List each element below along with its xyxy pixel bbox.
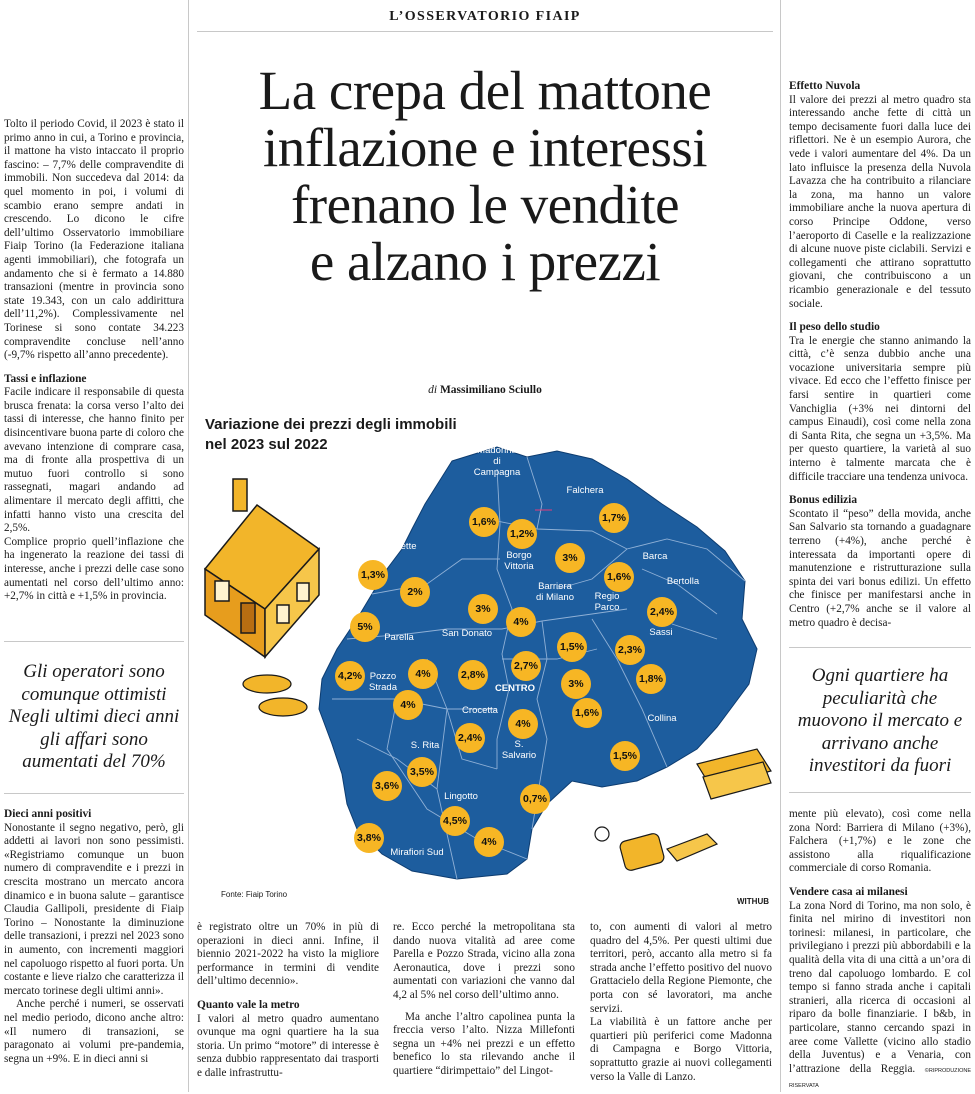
paragraph: La viabilità è un fattore anche per quartieri più periferici come Madonna di Campagna e Borgo Vittoria, soprattutto grazie ai nuovi collegamenti verso la Valle di Lanzo. xyxy=(590,1016,772,1083)
value-badge: 3,6% xyxy=(372,771,402,801)
value-badge: 2% xyxy=(400,577,430,607)
value-badge: 2,8% xyxy=(458,660,488,690)
pullquote-rule-bottom xyxy=(4,793,184,794)
kicker-rule xyxy=(197,31,773,32)
value-badge: 3% xyxy=(555,543,585,573)
label-line: Regio xyxy=(594,591,620,602)
headline xyxy=(192,62,778,290)
value-badge: 4% xyxy=(393,690,423,720)
paragraph: to, con aumenti di valori al metro quadro del 4,5%. Per questi ultimi due territori, però, accanto alla metro si fa strada anche l’effetto positivo del nuovo Grattacielo della Regione Piemonte, che porta con sé lavoratori, ma anche servizi. xyxy=(590,921,772,1015)
paragraph: Facile indicare il responsabile di questa brusca frenata: la corsa verso l’alto dei tassi di interesse, che hanno finito per disincentivare buona parte di coloro che avevano intenzione di comprare casa, ma di fronte alla prospettiva di un mutuo fuori controllo si sono rassegnati, magari andando ad alimentare il mercato degli affitti, che infatti hanno visto una crescita del 2,5%. xyxy=(4,386,184,535)
pullquote-left: Gli operatori sono comunque ottimisti Negli ultimi dieci anni gli affari sono aumentati del 70% xyxy=(8,661,180,772)
label-line: Barriera xyxy=(538,581,572,592)
left-column-bottom xyxy=(4,808,184,1066)
headline-line: inflazione e interessi xyxy=(262,117,708,178)
value-badge: 1,6% xyxy=(572,698,602,728)
middle-column-2 xyxy=(393,921,575,1079)
headline-line: La crepa del mattone xyxy=(258,60,712,121)
paragraph: Complice proprio quell’inflazione che ha ingenerato la reazione dei tassi di interesse, anche i prezzi delle case sono aumentati nel corso dell’ultimo anno: +2,7% in città e +1,5% in provincia. xyxy=(4,535,184,603)
label-collina: Collina xyxy=(647,713,677,724)
subheading: Il peso dello studio xyxy=(789,321,880,334)
map-title-line: Variazione dei prezzi degli immobili xyxy=(205,416,457,433)
paragraph xyxy=(789,900,971,1094)
label-bertolla: Bertolla xyxy=(666,576,700,587)
byline-prefix: di xyxy=(428,384,438,396)
headline-line: frenano le vendite xyxy=(290,174,680,235)
label-san-donato: San Donato xyxy=(441,628,493,639)
byline xyxy=(197,384,773,396)
value-badge: 4% xyxy=(506,607,536,637)
label-falchera: Falchera xyxy=(566,485,604,496)
middle-column-3 xyxy=(590,921,772,1084)
subheading: Dieci anni positivi xyxy=(4,808,92,820)
keys-illustration xyxy=(595,827,717,872)
value-badge: 3,5% xyxy=(407,757,437,787)
paragraph: Nonostante il segno negativo, però, gli addetti ai lavori non sono pessimisti. «Registriamo comunque un buon numero di compravendite e i prezzi in crescita mostrano un mercato ancora dinamico e in buona salute – garantisce Claudia Gallipoli, presidente di Fiaip Torino – Nonostante la diminuzione delle transazioni, i prezzi nel 2023 sono in aumento, con incrementi maggiori nel capoluogo rispetto al fuori porta. Un costante e lieve rialzo che caratterizza il mercato torinese degli ultimi anni». xyxy=(4,821,184,997)
subheading: Vendere casa ai milanesi xyxy=(789,885,908,898)
column-rule-left xyxy=(188,0,189,1092)
paragraph: Il valore dei prezzi al metro quadro sta interessando anche fette di città un tempo decisamente fuori dalla luce dei riflettori. Ne è un esempio Aurora, che vede i valori aumentare del 4%. Da un lato influisce la presenza della Nuvola Lavazza che ha contribuito a rilanciare la zona, ma hanno un valore immobiliare anche la nuova apertura di corso Principe Oddone, verso l’aeroporto di Caselle e la realizzazione di alcune nuove piste ciclabili. Servizi e collegamenti che attirano soprattutto giovani, che contribuiscono a un ricambio generazionale e del tessuto sociale. xyxy=(789,93,971,310)
label-line: Vittoria xyxy=(504,561,534,572)
paragraph: Anche perché i numeri, se osservati nel medio periodo, dicono anche altro: «Il numero di transazioni, se paragonato ai volumi pre-pandemia, segna un +9%. E in dieci anni si xyxy=(4,998,184,1065)
label-line: Campagna xyxy=(473,467,521,478)
value-badge: 0,7% xyxy=(520,784,550,814)
value-badge: 1,8% xyxy=(636,664,666,694)
value-badge: 2,3% xyxy=(615,635,645,665)
value-badge: 1,6% xyxy=(604,562,634,592)
label-vallette: Vallette xyxy=(385,541,417,552)
value-badge: 4,2% xyxy=(335,661,365,691)
label-line: Madonna xyxy=(477,445,517,456)
label-line: di xyxy=(493,456,501,467)
map-source: Fonte: Fiaip Torino xyxy=(221,890,288,899)
label-sassi: Sassi xyxy=(649,627,673,638)
label-barca: Barca xyxy=(642,551,668,562)
label-regio-parco xyxy=(595,591,620,613)
value-badge: 1,3% xyxy=(358,560,388,590)
value-badge: 2,7% xyxy=(511,651,541,681)
label-line: Pozzo xyxy=(369,671,397,682)
subheading: Quanto vale la metro xyxy=(197,998,300,1011)
value-badge: 3% xyxy=(468,594,498,624)
map-infographic xyxy=(197,409,773,912)
right-column-top xyxy=(789,80,971,630)
value-badge: 1,5% xyxy=(557,632,587,662)
label-barriera-di-milano xyxy=(536,581,574,603)
label-crocetta: Crocetta xyxy=(462,705,498,716)
kicker: L’OSSERVATORIO FIAIP xyxy=(389,9,581,24)
value-badge: 1,7% xyxy=(599,503,629,533)
value-badge: 4% xyxy=(508,709,538,739)
value-badge: 3,8% xyxy=(354,823,384,853)
paragraph: Ma anche l’altro capolinea punta la freccia verso l’alto. Nizza Millefonti segna un +4% nei prezzi e un effetto benefico lo sta rilevando anche il quartiere “dirimpettaio” del Lingot- xyxy=(393,1010,575,1077)
byline-author: Massimiliano Sciullo xyxy=(439,384,542,396)
label-parella: Parella xyxy=(384,632,414,643)
value-badge: 3% xyxy=(561,669,591,699)
map-title-line: nel 2023 sul 2022 xyxy=(205,436,328,453)
label-line: Strada xyxy=(369,682,397,693)
paragraph: I valori al metro quadro aumentano ovunque ma ogni quartiere ha la sua storia. Un primo “motore” di interesse è senza dubbio rappresentato dai trasporti e dalle infrastruttu- xyxy=(197,1012,379,1079)
paragraph: Scontato il “peso” della movida, anche San Salvario sta tornando a guadagnare terreno (+4%), anche perché è interessata da importanti opere di manutenzione e ristrutturazione sulla spinta dei vari bonus edilizi. Un effetto che finisce per manifestarsi anche in Centro (+2,7% anche se il valore al metro quadro è decisa- xyxy=(789,507,971,629)
house-illustration xyxy=(205,479,319,657)
label-mirafiori-sud: Mirafiori Sud xyxy=(390,847,444,858)
pullquote-rule-bottom xyxy=(789,792,971,793)
label-pozzo-strada xyxy=(369,671,397,693)
label-lingotto: Lingotto xyxy=(444,791,478,802)
label-s-salvario xyxy=(502,739,536,761)
paragraph-text: La zona Nord di Torino, ma non solo, è finita nel mirino di investitori non torinesi: milanesi, in particolare, che privilegiano i prezzi più abbordabili e la qualità della vita di una città a un’ora di treno dal capoluogo lombardo. E col tempo si fanno strada anche i capitali stranieri, alla ricerca di occasioni al riparo da bolle finanziarie. I b&b, in particolare, stanno cercando spazi in aree come Vallette (vicino allo stadio della Juventus) e a Venaria, con l’attrazione della Reggia. xyxy=(789,899,971,1075)
pullquote-rule-top xyxy=(4,641,184,642)
value-badge: 4% xyxy=(408,659,438,689)
copyright-note: ©RIPRODUZIONE RISERVATA xyxy=(789,1067,971,1090)
value-badge: 5% xyxy=(350,612,380,642)
label-line: S. xyxy=(514,739,524,750)
label-line: Parco xyxy=(594,602,620,613)
coins-illustration xyxy=(243,675,307,716)
value-badge: 4,5% xyxy=(440,806,470,836)
paragraph: mente più elevato), così come nella zona Nord: Barriera di Milano (+3%), Falchera (+1,7%) e le zone che assistono alla riqualificazione commerciale di corso Romania. xyxy=(789,808,971,875)
label-borgo-vittoria xyxy=(504,550,533,572)
value-badge: 2,4% xyxy=(647,597,677,627)
pullquote-right: Ogni quartiere ha peculiarità che muovono il mercato e arrivano anche investitori da fuori xyxy=(797,665,963,776)
value-badge: 1,2% xyxy=(507,519,537,549)
label-s-rita: S. Rita xyxy=(410,740,440,751)
subheading: Effetto Nuvola xyxy=(789,80,861,92)
right-column-bottom xyxy=(789,808,971,1094)
headline-line: e alzano i prezzi xyxy=(309,231,661,292)
map-signature: WITHUB xyxy=(737,897,769,906)
label-line: Borgo xyxy=(506,550,532,561)
left-column-top xyxy=(4,118,184,604)
label-centro: CENTRO xyxy=(494,683,536,694)
intro-paragraph: Tolto il periodo Covid, il 2023 è stato il primo anno in cui, a Torino e provincia, il mattone ha visto intaccato il proprio fascino: – 7,7% delle compravendite di immobili. Non succedeva dal 2014: da quel momento in poi, i volumi di scambio erano sempre andati in crescendo. Lo dicono le cifre dell’ultimo Osservatorio immobiliare Fiaip Torino (la Federazione italiana agenti immobiliari), che fotografa un andamento che si è fermato a 14.880 transazioni (mentre in provincia sono state 19.343, con un calo addirittura dell’11,2%). Complessivamente nel Torinese si sono contate 34.223 compravendite concluse nell’anno (-9,7% rispetto all’anno precedente). xyxy=(4,118,184,362)
label-line: Salvario xyxy=(501,750,537,761)
middle-column-1 xyxy=(197,921,379,1081)
cash-illustration xyxy=(697,749,771,799)
value-badge: 4% xyxy=(474,827,504,857)
pullquote-rule-top xyxy=(789,647,971,648)
value-badge: 1,5% xyxy=(610,741,640,771)
subheading: Tassi e inflazione xyxy=(4,372,87,385)
subheading: Bonus edilizia xyxy=(789,494,858,507)
paragraph: è registrato oltre un 70% in più di operazioni in dieci anni. Infine, il biennio 2021-2022 ha visto la migliore performance in termini di vendite dell’ultimo decennio». xyxy=(197,921,379,988)
value-badge: 2,4% xyxy=(455,723,485,753)
label-madonna-di-campagna xyxy=(474,445,520,478)
paragraph: re. Ecco perché la metropolitana sta dando nuova vitalità ad aree come Parella e Pozzo Strada, vicino alla zona Aeronautica, dove i prezzi sono aumentati con variazioni che vanno dal 4,2 al 5% nel corso dell’ultimo anno. xyxy=(393,921,575,1001)
value-badge: 1,6% xyxy=(469,507,499,537)
label-line: di Milano xyxy=(535,592,575,603)
paragraph: Tra le energie che stanno animando la città, c’è senza dubbio anche una vocazione universitaria sempre più vivace. Ed ecco che l’effetto finisce per farsi sentire in quartieri come Vanchiglia (+3% nei dintorni del campus Einaudi), così come nella zona di Santa Rita, che segna un +3,5%. Ma per questo quartiere, la varietà al suo interno è talmente marcata che è difficile tracciare una tendenza univoca. xyxy=(789,334,971,483)
column-rule-right xyxy=(780,0,781,1092)
